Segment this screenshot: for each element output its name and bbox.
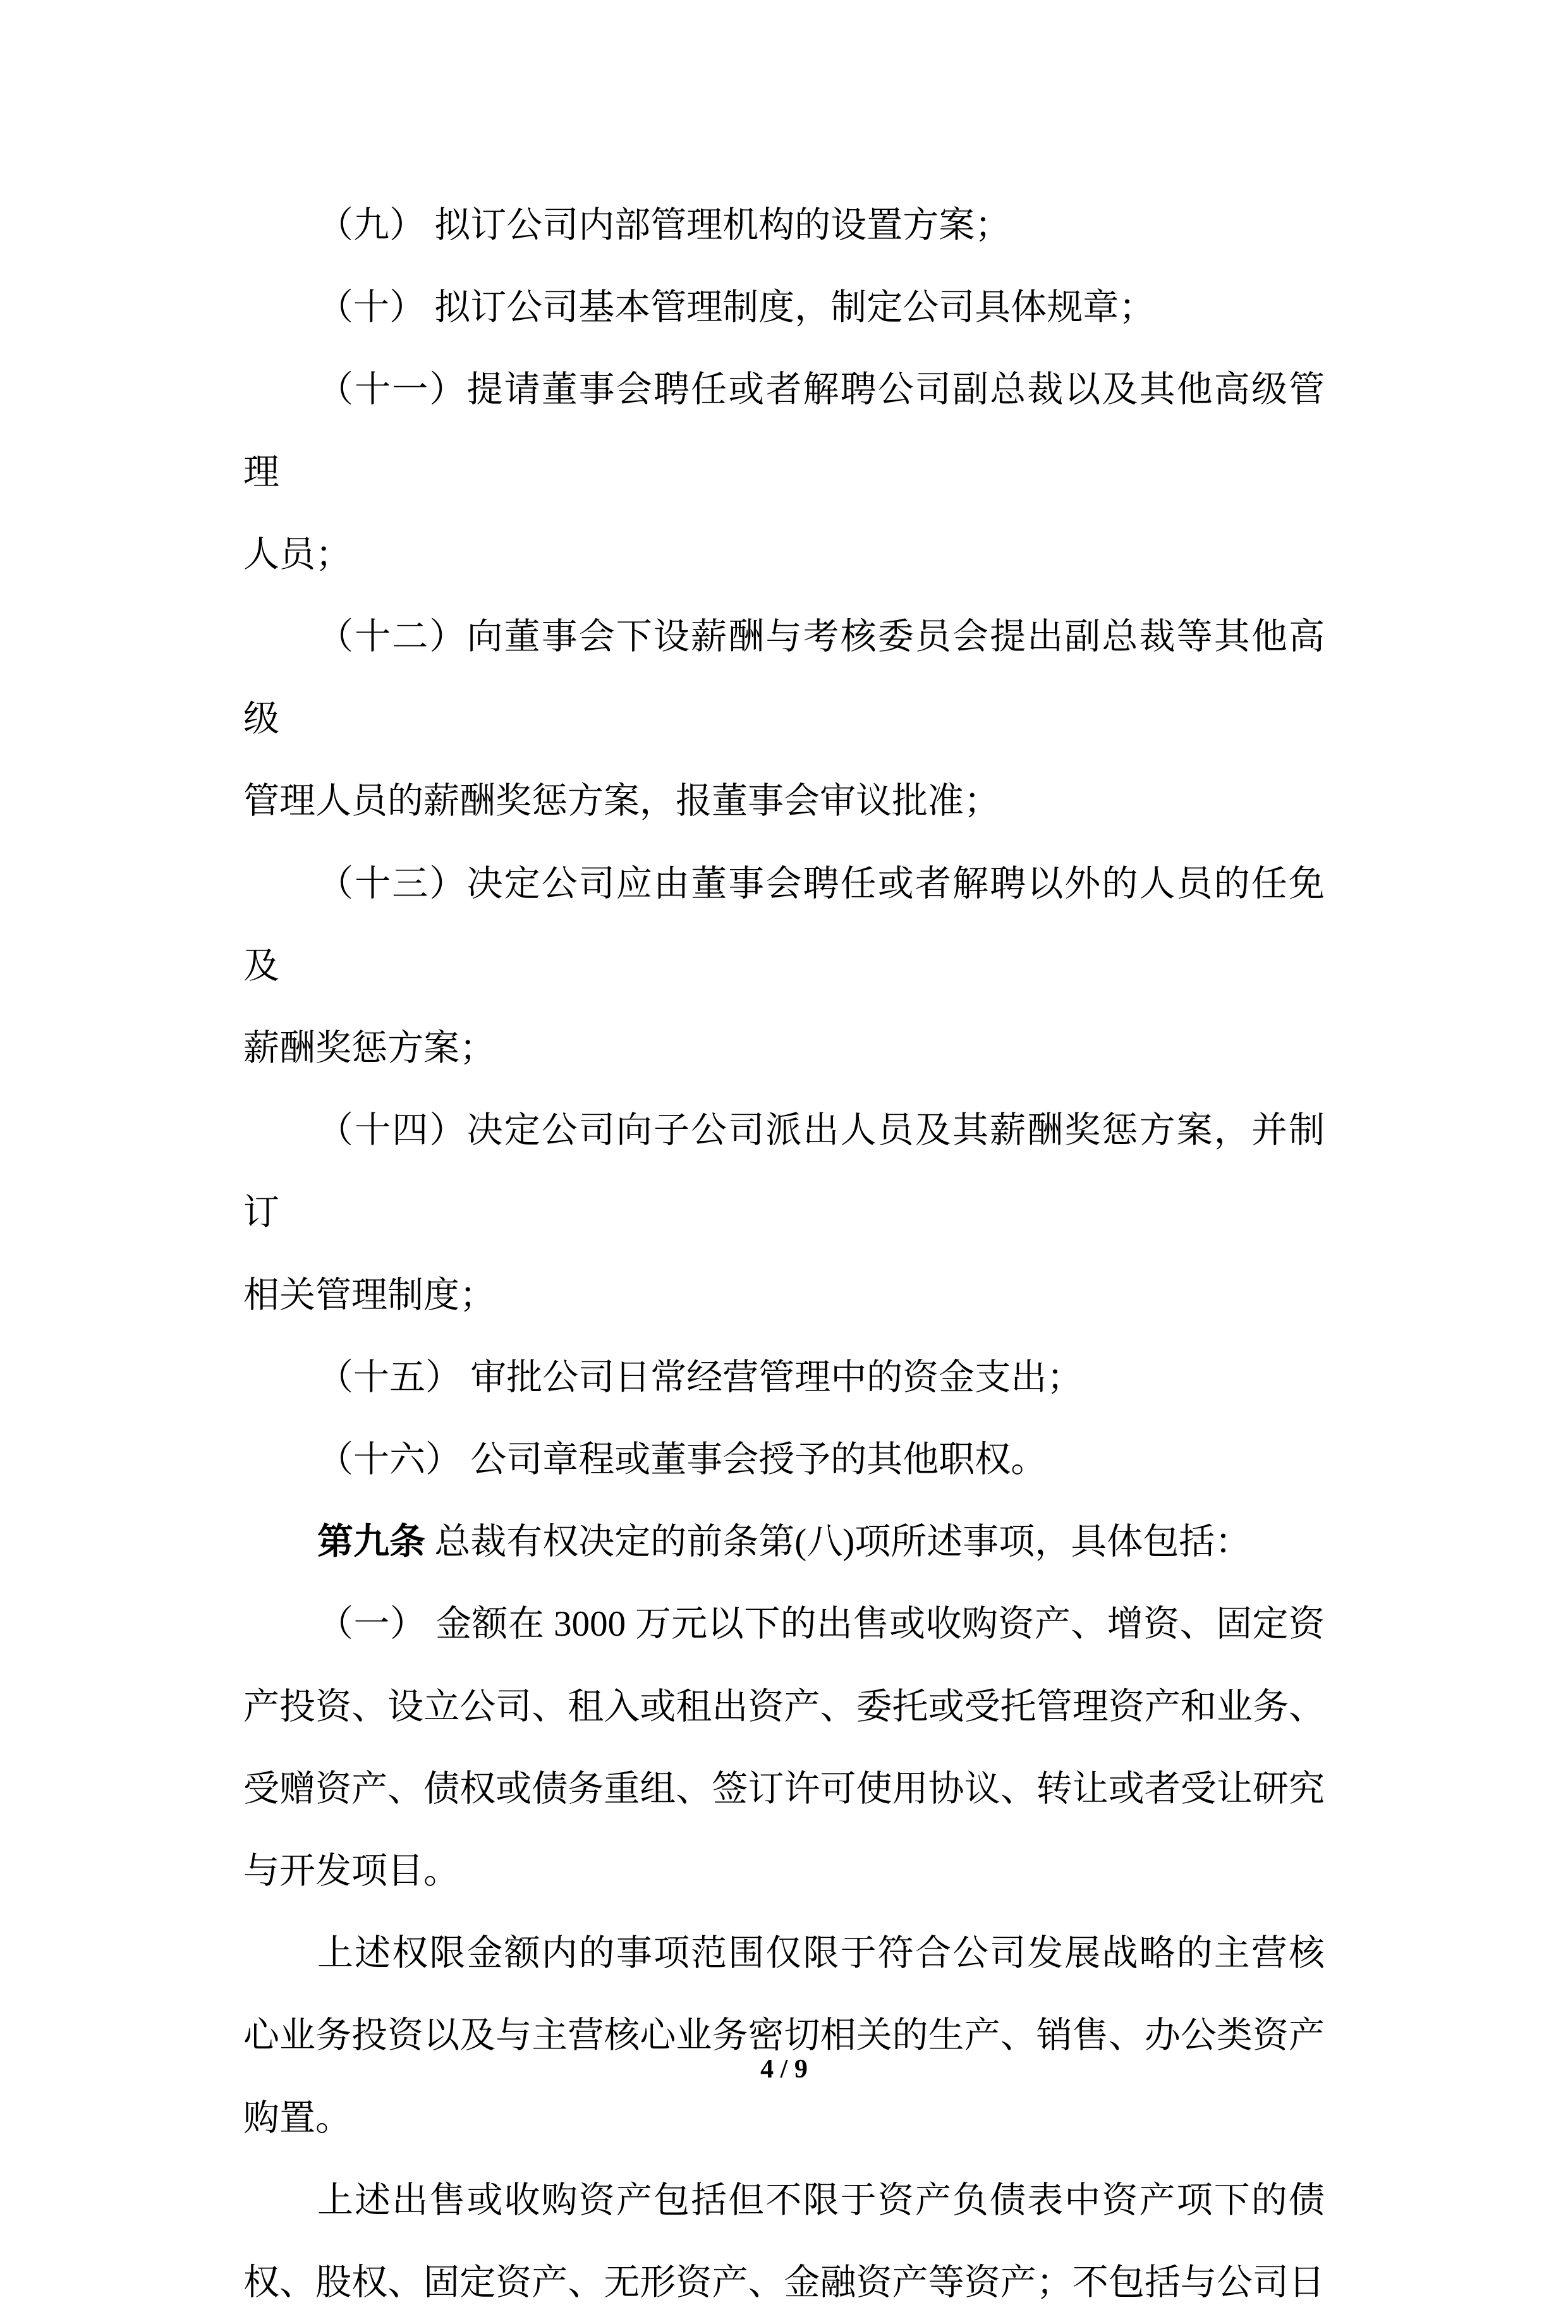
text-line: （十五） 审批公司日常经营管理中的资金支出；: [317, 1357, 1083, 1397]
page-footer: [0, 2054, 1568, 2084]
text-line: 相关管理制度；: [243, 1275, 495, 1315]
text-line: 人员；: [243, 534, 351, 575]
text-line: （十四）决定公司向子公司派出人员及其薪酬奖惩方案，并制订: [243, 1110, 1325, 1233]
text-line: （一） 金额在 3000 万元以下的出售或收购资产、增资、固定资: [317, 1604, 1325, 1645]
text-line: （十三）决定公司应由董事会聘任或者解聘以外的人员的任免及: [243, 863, 1325, 986]
text-line: 产投资、设立公司、租入或租出资产、委托或受托管理资产和业务、: [243, 1686, 1325, 1727]
text-line: （十） 拟订公司基本管理制度，制定公司具体规章；: [317, 288, 1155, 328]
text-line: 管理人员的薪酬奖惩方案，报董事会审议批准；: [243, 781, 1000, 822]
text-line: （十二）向董事会下设薪酬与考核委员会提出副总裁等其他高级: [243, 617, 1325, 739]
text-line: 受赠资产、债权或债务重组、签订许可使用协议、转让或者受让研究: [243, 1768, 1325, 1809]
text-line: 购置。: [243, 2098, 351, 2138]
text-line: 心业务投资以及与主营核心业务密切相关的生产、销售、办公类资产: [243, 2016, 1325, 2056]
text-line: 上述权限金额内的事项范围仅限于符合公司发展战略的主营核: [317, 1933, 1325, 1974]
document-body: [243, 185, 1325, 2324]
text-line: 薪酬奖惩方案；: [243, 1028, 495, 1069]
article-heading-line: [243, 1501, 1325, 1583]
text-line: （十六） 公司章程或董事会授予的其他职权。: [317, 1440, 1047, 1480]
article-body-text: 总裁有权决定的前条第(八)项所述事项，具体包括：: [425, 1522, 1251, 1562]
text-line: 上述出售或收购资产包括但不限于资产负债表中资产项下的债: [317, 2180, 1325, 2220]
text-line: （十一）提请董事会聘任或者解聘公司副总裁以及其他高级管理: [243, 370, 1325, 492]
page-number: 4 / 9: [760, 2055, 808, 2084]
text-line: （九） 拟订公司内部管理机构的设置方案；: [317, 205, 1011, 245]
article-number: 第九条: [317, 1522, 425, 1562]
text-line: 权、股权、固定资产、无形资产、金融资产等资产；不包括与公司日: [243, 2263, 1325, 2303]
text-line: 与开发项目。: [243, 1851, 459, 1892]
